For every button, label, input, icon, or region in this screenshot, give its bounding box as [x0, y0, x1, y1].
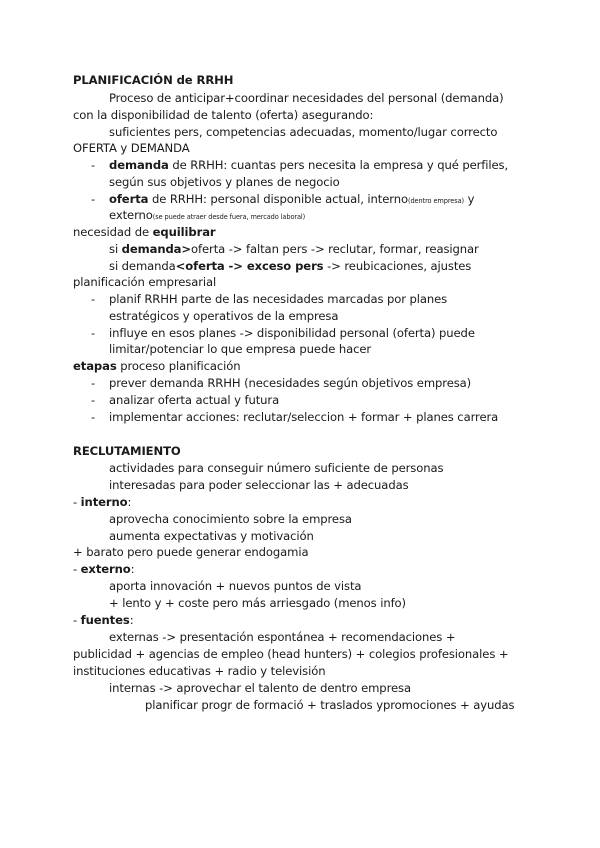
subheading-planificacion-empresarial: planificación empresarial: [73, 275, 217, 289]
list-item: analizar oferta actual y futura: [109, 393, 280, 407]
text: si: [109, 242, 122, 256]
interno-heading: [73, 494, 131, 510]
list-item-demanda: [109, 157, 508, 173]
text-line: + barato pero puede generar endogamia: [73, 545, 309, 559]
text-line: publicidad + agencias de empleo (head hunters) + colegios profesionales +: [73, 647, 509, 661]
bullet-dash: -: [91, 292, 96, 306]
intro-line: Proceso de anticipar+coordinar necesidades del personal (demanda): [109, 91, 504, 105]
list-item-continued: [109, 207, 305, 225]
term-oferta: oferta: [109, 192, 149, 206]
text: :: [130, 562, 135, 576]
term-fuentes: fuentes: [80, 613, 130, 627]
text-line: planificar progr de formació + traslados ypromociones + ayudas: [145, 698, 515, 712]
text: necesidad de: [73, 225, 153, 239]
term-equilibrar: equilibrar: [152, 225, 216, 239]
text: :: [127, 495, 132, 509]
text-line: aprovecha conocimiento sobre la empresa: [109, 512, 352, 526]
externo-heading: [73, 561, 134, 577]
text: -: [73, 613, 81, 627]
text: y: [464, 192, 475, 206]
equilibrar-line: [109, 258, 471, 274]
text: de RRHH: personal disponible actual, interno: [148, 192, 408, 206]
text: -: [73, 495, 81, 509]
text: oferta -> faltan pers -> reclutar, formar, reasignar: [191, 242, 479, 256]
bullet-dash: -: [91, 192, 96, 206]
list-item: influye en esos planes -> disponibilidad personal (oferta) puede: [109, 326, 475, 340]
text: -: [73, 562, 81, 576]
bullet-dash: -: [91, 393, 96, 407]
text: de RRHH: cuantas pers necesita la empresa y qué perfiles,: [168, 158, 509, 172]
fuentes-heading: [73, 612, 134, 628]
intro-line: interesadas para poder seleccionar las + adecuadas: [109, 478, 409, 492]
equilibrar-heading: [73, 224, 216, 240]
text-line: aumenta expectativas y motivación: [109, 529, 314, 543]
text: -> reubicaciones, ajustes: [323, 259, 472, 273]
note-small: (dentro empresa): [407, 197, 464, 205]
bullet-dash: -: [91, 158, 96, 172]
term-etapas: etapas: [73, 359, 117, 373]
equilibrar-line: [109, 241, 479, 257]
section-title-planificacion: PLANIFICACIÓN de RRHH: [73, 73, 234, 87]
bold-text: <oferta -> exceso pers: [175, 259, 324, 273]
term-demanda: demanda: [109, 158, 169, 172]
intro-line: suficientes pers, competencias adecuadas, momento/lugar correcto: [109, 125, 498, 139]
text-line: internas -> aprovechar el talento de dentro empresa: [109, 681, 411, 695]
section-title-reclutamiento: RECLUTAMIENTO: [73, 444, 181, 458]
bullet-dash: -: [91, 410, 96, 424]
text: si demanda: [109, 259, 176, 273]
bullet-dash: -: [91, 376, 96, 390]
subheading-oferta-demanda: OFERTA y DEMANDA: [73, 141, 190, 155]
bold-text: demanda>: [121, 242, 192, 256]
list-item-continued: según sus objetivos y planes de negocio: [109, 175, 340, 189]
list-item: prever demanda RRHH (necesidades según objetivos empresa): [109, 376, 472, 390]
text: :: [129, 613, 134, 627]
text-line: + lento y + coste pero más arriesgado (menos info): [109, 596, 406, 610]
term-externo: externo: [80, 562, 131, 576]
text: externo: [109, 208, 153, 222]
intro-line: actividades para conseguir número suficiente de personas: [109, 461, 444, 475]
list-item-continued: limitar/potenciar lo que empresa puede hacer: [109, 342, 372, 356]
term-interno: interno: [80, 495, 128, 509]
text-line: aporta innovación + nuevos puntos de vista: [109, 579, 362, 593]
list-item: implementar acciones: reclutar/seleccion + formar + planes carrera: [109, 410, 499, 424]
note-small: (se puede atraer desde fuera, mercado laboral): [152, 213, 306, 221]
list-item: planif RRHH parte de las necesidades marcadas por planes: [109, 292, 448, 306]
text-line: externas -> presentación espontánea + recomendaciones +: [109, 630, 456, 644]
text: proceso planificación: [116, 359, 241, 373]
text-line: instituciones educativas + radio y televisión: [73, 664, 326, 678]
list-item-continued: estratégicos y operativos de la empresa: [109, 309, 339, 323]
intro-line: con la disponibilidad de talento (oferta) asegurando:: [73, 108, 374, 122]
etapas-heading: [73, 358, 241, 374]
bullet-dash: -: [91, 326, 96, 340]
